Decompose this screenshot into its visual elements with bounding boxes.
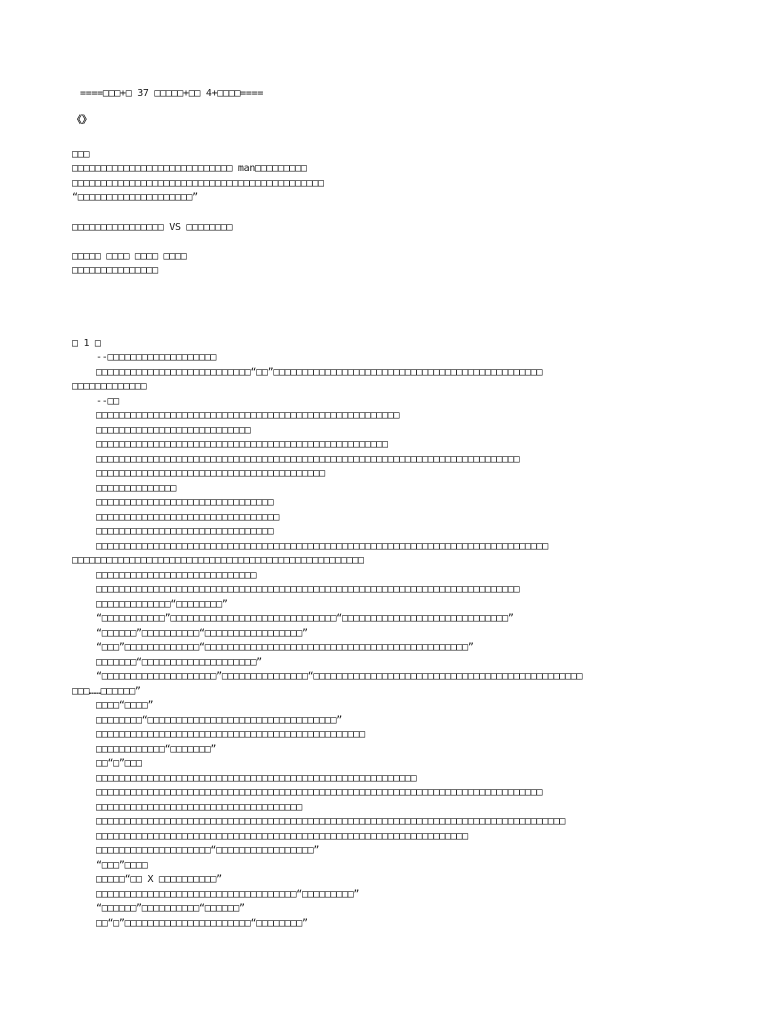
chapter-text-line: □□“□”□□□□□□□□□□□□□□□□□□□□□□“□□□□□□□□” xyxy=(96,917,308,929)
chapter-text-line: □□□□□□□□□□□□□□□□□□□□□□□□□□□□□□□□□□□□□□□□□□□□□□□ xyxy=(96,729,365,740)
chapter-text-line: □□□□□□□□□□□□□□□□□□□□□□□□□□□□□□□□□□□□□□□□□□□□□□□□□□□□□□□□ xyxy=(96,772,417,784)
intro-line-1: □□□□□□□□□□□□□□□□□□□□□□□□□□□□ man□□□□□□□□□ xyxy=(72,163,307,174)
chapter-text-line: “□□□□□□”□□□□□□□□□□“□□□□□□□□□□□□□□□□□” xyxy=(96,627,308,639)
chapter-text-line: □□□□□□□□□□□□“□□□□□□□” xyxy=(96,743,217,755)
chapter-text-line: “□□□”□□□□ xyxy=(96,859,148,871)
chapter-text-line: □□□□□□□□□□□□□□□□□□□□□□□□□□□□□□□□ xyxy=(96,511,280,523)
chapter-text-line: □□□……□□□□□□” xyxy=(72,685,141,697)
chapter-text-line: “□□□□□□”□□□□□□□□□□“□□□□□□” xyxy=(96,903,245,914)
chapter-text-line: □□□□“□□□□” xyxy=(96,700,154,711)
chapter-text-line: □□□□□□□□□□□□□□□□□□□□□□□□□□□□□□□□□□□“□□□□□□□□□” xyxy=(96,888,360,900)
chapter-text-line: □□□□□□□□□□□□□□□□□□□□□□□□□□□□□□□□□□□□□□□□□□□□□□□□□□□□□□□□□□□□□□□□□□□□□□□□□□□□□□□□□□ xyxy=(96,816,566,827)
chapter-text-line: --□□□□□□□□□□□□□□□□□□□ xyxy=(96,352,217,363)
intro-line-4: □□□□□□□□□□□□□□□□ VS □□□□□□□□ xyxy=(72,222,233,233)
chapter-text-line: □□□□□□□□□□□□□□□□□□□□□□□□□□□□□□□□□□□□ xyxy=(96,801,302,813)
chapter-text-line: □□□□□□□□□□□□□□□□□□□□□□□□□□□□□□□□□□□□□□□□□□□□□□□□□□□□□□□□□□□□□□□□□□□□□□□□□□ xyxy=(96,453,520,465)
chapter-text-line: □□□□□□□□□□□□□□□□□□□□□□□□□□□□□□□□□□□□□□□□□□□□□□□□□□□ xyxy=(96,439,388,450)
chapter-text-line: “□□□”□□□□□□□□□□□□□“□□□□□□□□□□□□□□□□□□□□□□□□□□□□□□□□□□□□□□□□□□□□□□” xyxy=(96,642,474,653)
chapter-text-line: □□□□□□□□□□□□□□□□□□□□□□□□□□□□□□□□□□□□□□□□□□□□□□□□□□□□□□□□□□□□□□□□□□□□□□□□□□□□□□□ xyxy=(96,540,548,552)
intro-line-2: □□□□□□□□□□□□□□□□□□□□□□□□□□□□□□□□□□□□□□□□□□□□ xyxy=(72,178,324,189)
document-title-line: ====□□□+□ 37 □□□□□+□□ 4+□□□□==== xyxy=(80,88,264,99)
chapter-text-line: □□□□□□□“□□□□□□□□□□□□□□□□□□□□” xyxy=(96,656,262,668)
chapter-text-line: □□□□□□□□□□□□□“□□□□□□□□” xyxy=(96,598,228,610)
chapter-text-line: □□□□□□□□□□□□□□□□□□□□“□□□□□□□□□□□□□□□□□” xyxy=(96,845,320,856)
intro-line-5: □□□□□ □□□□ □□□□ □□□□ xyxy=(72,251,187,262)
intro-line-6: □□□□□□□□□□□□□□□ xyxy=(72,265,158,276)
chapter-text-line: □□□□□□□□□□□□□□□□□□□□□□□□□□□ xyxy=(96,424,251,436)
chapter-text-line: □□□□□□□□“□□□□□□□□□□□□□□□□□□□□□□□□□□□□□□□□□” xyxy=(96,714,342,726)
chapter-text-line: □□□□□□□□□□□□□□□□□□□□□□□□□□□□ xyxy=(96,569,257,581)
chapter-heading: □ 1 □ xyxy=(72,338,101,349)
chapter-text-line: □□□□□□□□□□□□□□□□□□□□□□□□□□□□□□□□□□□□□□□□□□□□□□□□□□□ xyxy=(72,555,364,566)
chapter-text-line: □□□□□“□□ X □□□□□□□□□□” xyxy=(96,874,222,885)
chapter-text-line: --□□ xyxy=(96,395,119,407)
chapter-text-line: □□□□□□□□□□□□□□□□□□□□□□□□□□□□□□□□□□□□□□□□ xyxy=(96,468,325,479)
book-title-brackets: 《》 xyxy=(72,115,92,126)
chapter-text-line: □□□□□□□□□□□□□□□□□□□□□□□□□□□□□□□□□□□□□□□□□□□□□□□□□□□□□ xyxy=(96,410,400,421)
chapter-text-line: “□□□□□□□□□□□”□□□□□□□□□□□□□□□□□□□□□□□□□□□□□“□□□□□□□□□□□□□□□□□□□□□□□□□□□□□” xyxy=(96,613,514,624)
chapter-text-line: □□□□□□□□□□□□□□□□□□□□□□□□□□□□□□□□□□□□□□□□□□□□□□□□□□□□□□□□□□□□□□□□□□□□□□□□□□ xyxy=(96,584,520,595)
chapter-text-line: □□□□□□□□□□□□□□□□□□□□□□□□□□□□□□□□□□□□□□□□□□□□□□□□□□□□□□□□□□□□□□□□□□□□□□□□□□□□□□ xyxy=(96,787,543,798)
chapter-text-line: □□□□□□□□□□□□□□ xyxy=(96,482,177,494)
intro-label: □□□ xyxy=(72,149,90,160)
chapter-text-line: □□□□□□□□□□□□□□□□□□□□□□□□□□□□□□□ xyxy=(96,526,274,537)
chapter-text-line: □□□□□□□□□□□□□□□□□□□□□□□□□□□□□□□□□□□□□□□□□□□□□□□□□□□□□□□□□□□□□□□□□ xyxy=(96,830,468,842)
chapter-text-line: “□□□□□□□□□□□□□□□□□□□□”□□□□□□□□□□□□□□□“□□□□□□□□□□□□□□□□□□□□□□□□□□□□□□□□□□□□□□□□□□□□□□□ xyxy=(96,671,583,682)
chapter-text-line: □□□□□□□□□□□□□□□□□□□□□□□□□□□□□□□ xyxy=(96,497,274,508)
chapter-text-line: □□“□”□□□ xyxy=(96,758,142,769)
chapter-text-line: □□□□□□□□□□□□□□□□□□□□□□□□□□□“□□”□□□□□□□□□□□□□□□□□□□□□□□□□□□□□□□□□□□□□□□□□□□□□□□ xyxy=(96,366,543,378)
intro-line-3: “□□□□□□□□□□□□□□□□□□□□” xyxy=(72,192,198,203)
chapter-text-line: □□□□□□□□□□□□□ xyxy=(72,381,147,392)
